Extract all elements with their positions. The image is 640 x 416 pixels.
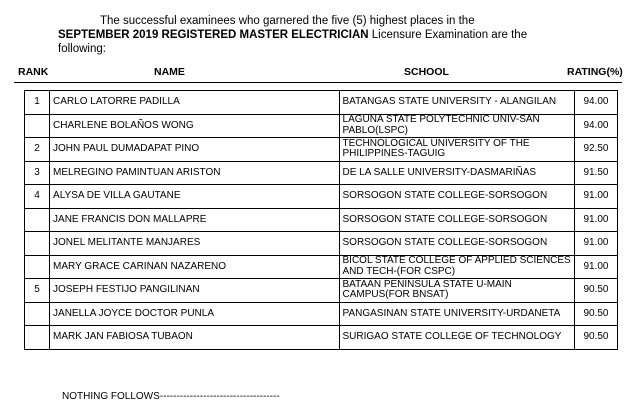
table-row xyxy=(25,232,618,256)
school-cell: PANGASINAN STATE UNIVERSITY-URDANETA xyxy=(339,302,574,326)
table-row xyxy=(25,255,618,279)
name-cell: JANELLA JOYCE DOCTOR PUNLA xyxy=(50,302,339,326)
header-name: NAME xyxy=(154,66,185,78)
rank-cell: 5 xyxy=(25,279,50,303)
school-cell: SORSOGON STATE COLLEGE-SORSOGON xyxy=(339,232,574,256)
rank-cell xyxy=(25,255,50,279)
name-cell: JANE FRANCIS DON MALLAPRE xyxy=(50,208,339,232)
table-row xyxy=(25,302,618,326)
rating-cell: 90.50 xyxy=(574,326,617,350)
table-row xyxy=(25,138,618,162)
rating-cell: 90.50 xyxy=(574,302,617,326)
exam-title: SEPTEMBER 2019 REGISTERED MASTER ELECTRICIAN xyxy=(58,29,369,41)
name-cell: JONEL MELITANTE MANJARES xyxy=(50,232,339,256)
rating-cell: 91.00 xyxy=(574,185,617,209)
school-cell: TECHNOLOGICAL UNIVERSITY OF THE PHILIPPINES-TAGUIG xyxy=(339,138,574,162)
rating-cell: 91.00 xyxy=(574,232,617,256)
header-rating: RATING(%) xyxy=(567,66,623,78)
intro-line-2 xyxy=(0,28,640,42)
rank-cell xyxy=(25,302,50,326)
name-cell: CHARLENE BOLAÑOS WONG xyxy=(50,114,339,138)
rank-cell xyxy=(25,232,50,256)
header-rank: RANK xyxy=(18,66,49,78)
school-cell: SORSOGON STATE COLLEGE-SORSOGON xyxy=(339,185,574,209)
name-cell: CARLO LATORRE PADILLA xyxy=(50,91,339,115)
table-row xyxy=(25,91,618,115)
school-cell: BATANGAS STATE UNIVERSITY - ALANGILAN xyxy=(339,91,574,115)
school-cell: SURIGAO STATE COLLEGE OF TECHNOLOGY xyxy=(339,326,574,350)
rating-cell: 94.00 xyxy=(574,114,617,138)
rank-cell xyxy=(25,208,50,232)
school-cell: BATAAN PENINSULA STATE U-MAIN CAMPUS(FOR BNSAT) xyxy=(339,279,574,303)
school-cell: LAGUNA STATE POLYTECHNIC UNIV-SAN PABLO(LSPC) xyxy=(339,114,574,138)
rating-cell: 94.00 xyxy=(574,91,617,115)
rank-cell: 4 xyxy=(25,185,50,209)
name-cell: JOHN PAUL DUMADAPAT PINO xyxy=(50,138,339,162)
table-row xyxy=(25,114,618,138)
results-table-body xyxy=(25,91,618,350)
intro-line-3: following: xyxy=(58,43,106,55)
table-row xyxy=(25,185,618,209)
intro-text xyxy=(0,14,640,56)
name-cell: MARK JAN FABIOSA TUBAON xyxy=(50,326,339,350)
school-cell: DE LA SALLE UNIVERSITY-DASMARIÑAS xyxy=(339,161,574,185)
rating-cell: 91.00 xyxy=(574,255,617,279)
rank-cell: 2 xyxy=(25,138,50,162)
table-row xyxy=(25,161,618,185)
header-divider xyxy=(14,82,622,83)
name-cell: MARY GRACE CARINAN NAZARENO xyxy=(50,255,339,279)
school-cell: SORSOGON STATE COLLEGE-SORSOGON xyxy=(339,208,574,232)
name-cell: ALYSA DE VILLA GAUTANE xyxy=(50,185,339,209)
table-row xyxy=(25,208,618,232)
table-row xyxy=(25,326,618,350)
name-cell: JOSEPH FESTIJO PANGILINAN xyxy=(50,279,339,303)
header-school: SCHOOL xyxy=(404,66,449,78)
rating-cell: 90.50 xyxy=(574,279,617,303)
table-row xyxy=(25,279,618,303)
rating-cell: 92.50 xyxy=(574,138,617,162)
rating-cell: 91.50 xyxy=(574,161,617,185)
intro-line-1: The successful examinees who garnered the five (5) highest places in the xyxy=(100,15,475,27)
rank-cell: 1 xyxy=(25,91,50,115)
rating-cell: 91.00 xyxy=(574,208,617,232)
school-cell: BICOL STATE COLLEGE OF APPLIED SCIENCES AND TECH-(FOR CSPC) xyxy=(339,255,574,279)
rank-cell xyxy=(25,326,50,350)
rank-cell xyxy=(25,114,50,138)
column-headers xyxy=(0,66,640,80)
rank-cell: 3 xyxy=(25,161,50,185)
nothing-follows: NOTHING FOLLOWS------------------------------------ xyxy=(62,391,280,402)
results-table xyxy=(24,90,618,350)
name-cell: MELREGINO PAMINTUAN ARISTON xyxy=(50,161,339,185)
intro-line-2-rest: Licensure Examination are the xyxy=(368,29,528,41)
